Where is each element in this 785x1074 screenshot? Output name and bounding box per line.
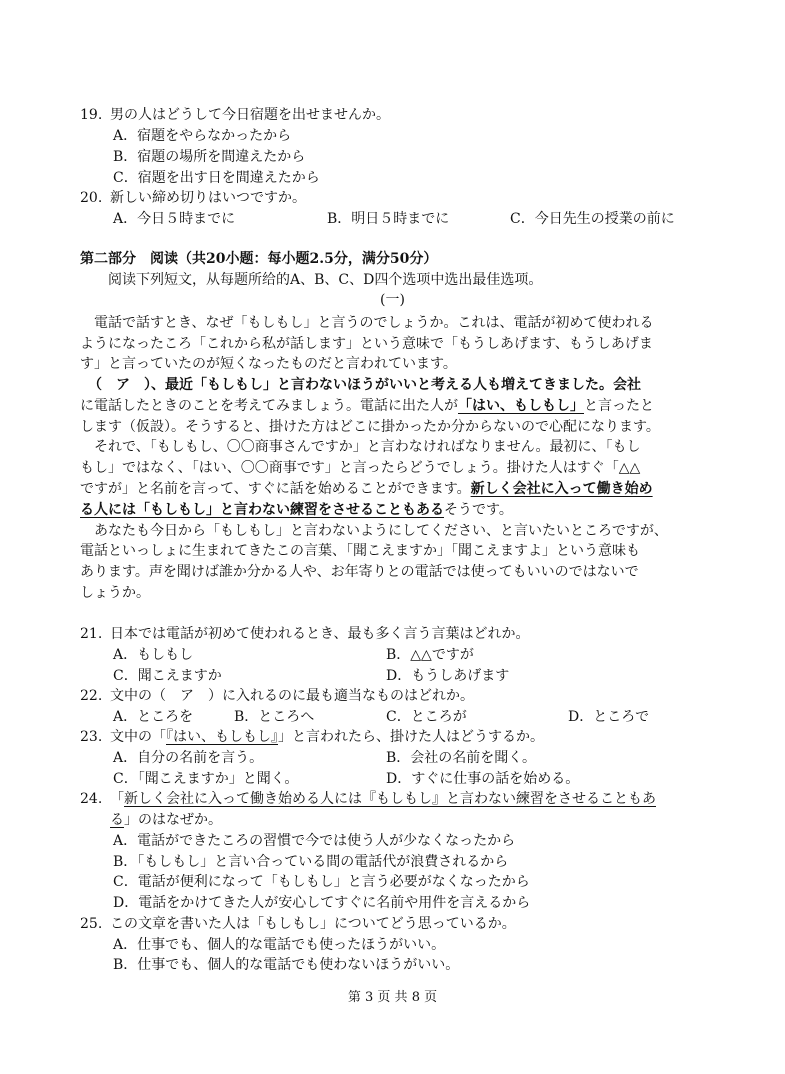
passage-line <box>88 375 641 395</box>
passage-line: す」と言っていたのが短くなったものだと言われています。 <box>80 356 457 372</box>
passage-line: ようになったころ「これから私が話します」という意味で「もうしあげます、もうしあげま <box>80 336 653 352</box>
underlined-phrase: 「はい、もしもし」 <box>458 398 584 414</box>
option-a: A．宿題をやらなかったから <box>113 128 292 144</box>
option-b: B．ところへ <box>234 709 315 725</box>
option-a: A．仕事でも、個人的な電話でも使ったほうがいい。 <box>113 937 446 953</box>
question-24-continued <box>110 810 222 830</box>
passage-line: しょうか。 <box>80 585 150 601</box>
question-21 <box>80 624 529 644</box>
option-a: A．自分の名前を言う。 <box>113 750 264 766</box>
question-text: 日本では電話が初めて使われるとき、最も多く言う言葉はどれか。 <box>110 626 530 642</box>
question-19 <box>80 105 390 125</box>
option-b: B．会社の名前を聞く。 <box>386 750 537 766</box>
option-c: C．今日先生の授業の前に <box>510 211 675 227</box>
section-title: 第二部分 阅读（共20小题：每小题2.5分，满分50分） <box>80 251 438 267</box>
question-text: この文章を書いた人は「もしもし」についてどう思っているか。 <box>110 916 516 932</box>
underlined-sentence: 新しく会社に入って働き始め <box>470 481 653 497</box>
option-d: D．もうしあげます <box>386 668 510 684</box>
option-d: D．電話をかけてきた人が安心してすぐに名前や用件を言えるから <box>113 895 531 911</box>
question-number: 21. <box>80 626 103 642</box>
option-c: C．宿題を出す日を間違えたから <box>113 170 320 186</box>
option-d: D．すぐに仕事の話を始める。 <box>386 771 580 787</box>
underlined-sentence: 新しく会社に入って働き始める人には『もしもし』と言わない練習をさせることもあ <box>124 791 656 807</box>
option-a: A．ところを <box>113 709 194 725</box>
underlined-sentence: る人には「もしもし」と言わない練習をさせることもある <box>80 502 444 518</box>
blank-a: （ ア ）、最近「もしもし」と言わないほうがいいと考える人も増えてきました。会社 <box>88 377 641 393</box>
question-text: 」のはなぜか。 <box>124 812 222 828</box>
passage-line: 電話で話すとき、なぜ「もしもし」と言うのでしょうか。これは、電話が初めて使われる <box>94 315 654 331</box>
option-b: B．「もしもし」と言い合っている間の電話代が浪費されるから <box>113 854 509 870</box>
underlined-sentence: る <box>110 812 124 828</box>
option-c: C．ところが <box>386 709 467 725</box>
passage-line: あなたも今日から「もしもし」と言わないようにしてください、と言いたいところですが、 <box>94 523 668 539</box>
passage-line: もし」ではなく、「はい、〇〇商事です」と言ったらどうでしょう。掛けた人はすぐ「△△ <box>80 460 641 476</box>
question-22 <box>80 686 474 706</box>
passage-text: に電話したときのことを考えてみましょう。電話に出た人が <box>80 398 458 414</box>
option-c: C．「聞こえますか」と聞く。 <box>113 771 299 787</box>
passage-number: (一) <box>380 292 405 308</box>
underlined-phrase: 『はい、もしもし』 <box>166 729 278 745</box>
passage-line <box>80 500 513 520</box>
passage-text: と言ったと <box>584 398 654 414</box>
page-number: 第 3 页 共 8 页 <box>347 990 438 1005</box>
question-23 <box>80 727 544 747</box>
option-a: A．電話ができたころの習慣で今では使う人が少なくなったから <box>113 833 516 849</box>
option-b: B．明日５時までに <box>327 211 450 227</box>
passage-line <box>80 479 653 499</box>
question-text: 文中の「 <box>110 729 166 745</box>
passage-line <box>80 396 654 416</box>
question-text: 新しい締め切りはいつですか。 <box>110 190 306 206</box>
question-text: 文中の（ ア ）に入れるのに最も適当なものはどれか。 <box>110 688 474 704</box>
passage-line: します（仮設）。そうすると、掛けた方はどこに掛かったか分からないので心配になります。 <box>80 419 660 435</box>
question-text: 男の人はどうして今日宿題を出せませんか。 <box>110 107 390 123</box>
option-b: B．仕事でも、個人的な電話でも使わないほうがいい。 <box>113 957 460 973</box>
option-d: D．ところで <box>568 709 650 725</box>
question-20 <box>80 188 306 208</box>
question-number: 20. <box>80 190 103 206</box>
option-b: B．宿題の場所を間違えたから <box>113 149 306 165</box>
passage-text: そうです。 <box>444 502 513 518</box>
question-number: 23. <box>80 729 103 745</box>
option-a: A．もしもし <box>113 647 194 663</box>
passage-line: あります。声を聞けば誰か分かる人や、お年寄りとの電話では使ってもいいのではないで <box>80 564 639 580</box>
option-b: B．△△ですが <box>386 647 474 663</box>
question-number: 25. <box>80 916 103 932</box>
passage-line: 電話といっしょに生まれてきたこの言葉、「聞こえますか」「聞こえますよ」という意味も <box>80 543 640 559</box>
question-text: 」と言われたら、掛けた人はどうするか。 <box>278 729 544 745</box>
option-c: C．電話が便利になって「もしもし」と言う必要がなくなったから <box>113 874 530 890</box>
question-number: 24. <box>80 791 103 807</box>
question-24 <box>80 789 656 809</box>
question-text: 「 <box>110 791 124 807</box>
option-a: A．今日５時までに <box>113 211 236 227</box>
option-c: C．聞こえますか <box>113 668 222 684</box>
question-number: 19. <box>80 107 103 123</box>
passage-line: それで、「もしもし、〇〇商事さんですか」と言わなければなりません。最初に、「もし <box>94 439 641 455</box>
question-number: 22. <box>80 688 103 704</box>
section-instruction: 阅读下列短文，从每题所给的A、B、C、D四个选项中选出最佳选项。 <box>108 272 543 288</box>
question-25 <box>80 914 516 934</box>
passage-text: ですが」と名前を言って、すぐに話を始めることができます。 <box>80 481 471 497</box>
